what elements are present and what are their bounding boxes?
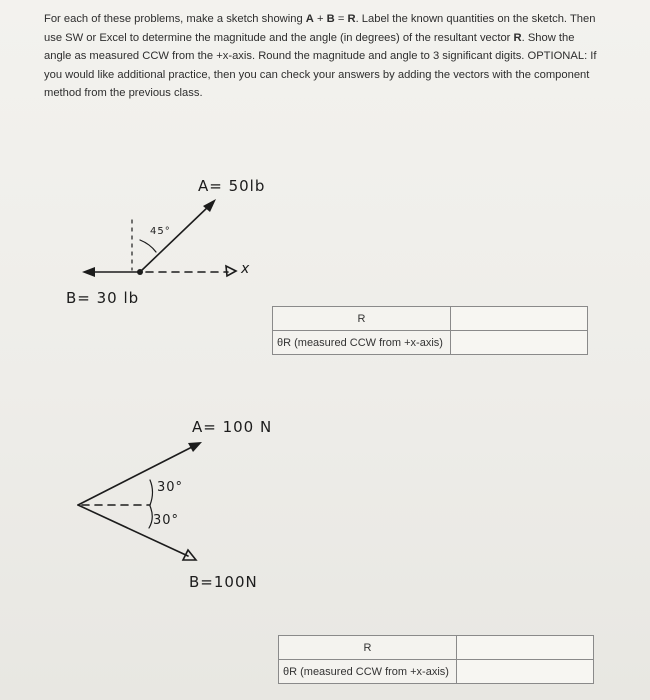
instr-vector-r-2: R — [513, 31, 522, 44]
p2-answer-table — [278, 635, 594, 684]
instr-plus: + — [313, 13, 327, 25]
p2-vector-a-arrowhead — [188, 442, 202, 452]
instr-vector-r: R — [347, 13, 356, 25]
p1-vector-a-line — [140, 205, 210, 272]
p1-answer-table — [272, 306, 588, 355]
p1-r-value-cell[interactable] — [451, 307, 588, 331]
p2-r-label: R — [279, 636, 457, 660]
p1-label-b: B= 30 lb — [66, 289, 140, 307]
instr-vector-a: A — [305, 13, 314, 25]
p1-label-a: A= 50lb — [198, 177, 266, 195]
instr-vector-b: B — [326, 13, 335, 25]
instr-part-3: . Show the angle as measured CCW from the +x-axis. Round the magnitude and angle to 3 significant digits. OPTIONAL: If you would like additional practice, then you can check your answers by adding the vectors with the component method from the previous class. — [44, 31, 597, 100]
p1-theta-value-cell[interactable] — [451, 331, 588, 355]
p2-label-a: A= 100 N — [192, 418, 273, 436]
p2-angle-top: 30° — [157, 480, 184, 495]
p2-angle-arc-top — [150, 480, 153, 505]
table-row — [279, 660, 594, 684]
p2-angle-bottom: 30° — [153, 513, 180, 528]
p1-vector-b-arrowhead — [82, 267, 95, 277]
p1-axis-label: x — [241, 261, 251, 277]
p1-origin-dot — [137, 269, 143, 275]
table-row — [273, 331, 588, 355]
p2-vector-b-arrowhead — [183, 550, 196, 560]
instr-equals: = — [334, 13, 348, 25]
table-row — [273, 307, 588, 331]
instr-part-1: For each of these problems, make a sketch showing — [44, 13, 306, 25]
p1-theta-label: θR (measured CCW from +x-axis) — [273, 331, 451, 355]
instr-part-2: . Label the known quantities on the sketch. Then use SW or Excel to determine the magnitude and the angle (in degrees) of the resultant vector — [44, 13, 596, 44]
p2-theta-value-cell[interactable] — [457, 660, 594, 684]
table-row — [279, 636, 594, 660]
p2-angle-arc-bottom — [149, 506, 152, 528]
p1-x-axis-arrowhead — [226, 266, 236, 276]
p1-angle-arc — [140, 240, 156, 252]
p2-r-value-cell[interactable] — [457, 636, 594, 660]
p2-theta-label: θR (measured CCW from +x-axis) — [279, 660, 457, 684]
p1-angle-label: 45° — [150, 226, 171, 237]
p2-label-b: B=100N — [189, 573, 258, 591]
p2-vector-a-line — [78, 446, 194, 505]
p1-r-label: R — [273, 307, 451, 331]
